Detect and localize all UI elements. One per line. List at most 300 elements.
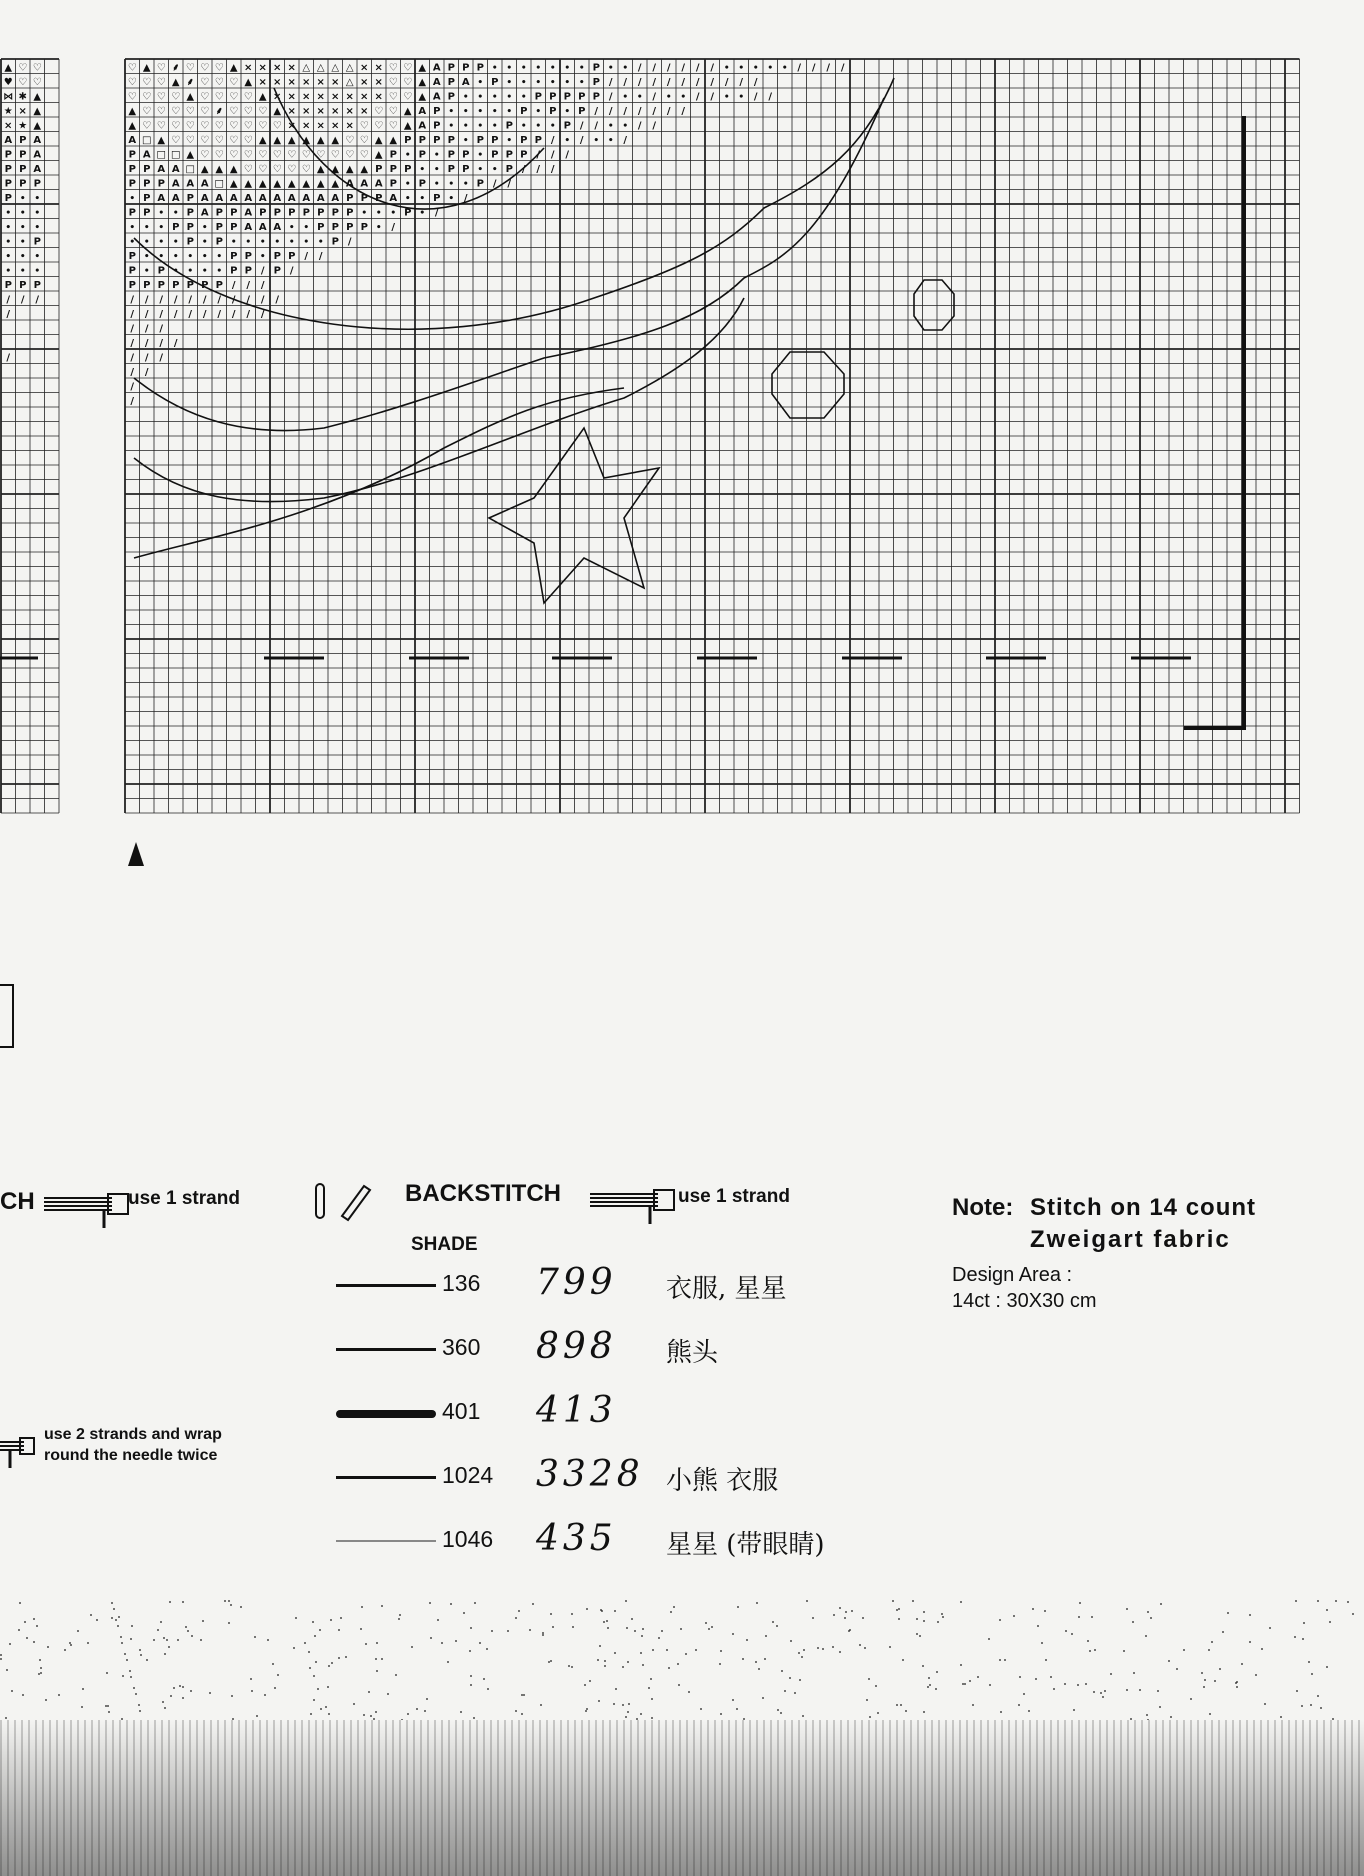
speckle-dot [1019, 1676, 1021, 1678]
stitch-symbol: • [143, 222, 150, 233]
speckle-dot [613, 1703, 615, 1705]
speckle-dot [135, 1693, 137, 1695]
stitch-symbol: • [477, 92, 484, 103]
stitch-symbol: P [157, 178, 165, 190]
speckle-dot [1255, 1674, 1257, 1676]
stitch-symbol: A [302, 192, 311, 204]
stitch-symbol: ♡ [229, 91, 239, 103]
stitch-symbol: / [768, 91, 773, 103]
speckle-dot [118, 1616, 120, 1618]
speckle-dot [77, 1630, 79, 1632]
stitch-symbol: • [535, 121, 542, 132]
stitch-symbol: / [173, 337, 178, 349]
speckle-dot [277, 1674, 279, 1676]
stitch-symbol: • [448, 121, 455, 132]
speckle-dot [746, 1639, 748, 1641]
speckle-dot [521, 1713, 523, 1715]
speckle-dot [1183, 1649, 1185, 1651]
speckle-dot [1126, 1608, 1128, 1610]
speckle-dot [0, 1658, 2, 1660]
stitch-symbol: P [331, 236, 339, 248]
stitch-symbol: P [346, 192, 354, 204]
speckle-dot [1079, 1602, 1081, 1604]
speckle-dot [572, 1626, 574, 1628]
stitch-symbol: • [201, 251, 208, 262]
stitch-symbol: P [230, 221, 238, 233]
stitch-symbol: • [491, 92, 498, 103]
speckle-dot [670, 1611, 672, 1613]
stitch-symbol: × [374, 76, 383, 88]
stitch-symbol: P [360, 221, 368, 233]
speckle-dot [338, 1657, 340, 1659]
stitch-symbol: P [592, 76, 600, 88]
speckle-dot [845, 1611, 847, 1613]
speckle-dot [758, 1668, 760, 1670]
stitch-symbol: P [447, 62, 455, 74]
stitch-symbol: ▲ [316, 178, 325, 190]
speckle-dot [1317, 1600, 1319, 1602]
stitch-symbol: × [302, 76, 311, 88]
speckle-dot [1209, 1713, 1211, 1715]
stitch-symbol: / [6, 294, 11, 306]
stitch-symbol: P [505, 120, 513, 132]
speckle-dot [742, 1658, 744, 1660]
stitch-symbol: A [244, 221, 253, 233]
stitch-symbol: ♡ [185, 134, 195, 146]
stitch-symbol: P [592, 91, 600, 103]
speckle-dot [1073, 1709, 1075, 1711]
stitch-symbol: • [549, 77, 556, 88]
stitch-symbol: / [20, 294, 25, 306]
stitch-symbol: P [215, 221, 223, 233]
stitch-symbol: × [331, 105, 340, 117]
speckle-dot [1190, 1698, 1192, 1700]
backstitch-line-swatch [336, 1540, 436, 1542]
speckle-dot [1235, 1682, 1237, 1684]
speckle-dot [523, 1694, 525, 1696]
speckle-dot [1132, 1621, 1134, 1623]
speckle-dot [812, 1617, 814, 1619]
stitch-symbol: / [739, 76, 744, 88]
stitch-symbol: P [4, 192, 12, 204]
stitch-symbol: P [128, 207, 136, 219]
speckle-dot [228, 1622, 230, 1624]
stitch-symbol: × [345, 91, 354, 103]
stitch-symbol: × [316, 120, 325, 132]
stitch-symbol: • [477, 77, 484, 88]
handwritten-dmc-number: 799 [536, 1262, 617, 1303]
speckle-dot [1071, 1633, 1073, 1635]
speckle-dot [1093, 1691, 1095, 1693]
backstitch-strand-note: use 1 strand [678, 1186, 790, 1207]
stitch-symbol: / [637, 62, 642, 74]
stitch-symbol: • [129, 193, 136, 204]
stitch-symbol: A [33, 149, 42, 161]
speckle-dot [314, 1635, 316, 1637]
speckle-dot [521, 1694, 523, 1696]
speckle-dot [0, 1654, 2, 1656]
stitch-symbol: P [273, 250, 281, 262]
speckle-dot [487, 1688, 489, 1690]
speckle-dot [762, 1697, 764, 1699]
stitch-symbol: • [506, 92, 513, 103]
speckle-dot [163, 1637, 165, 1639]
stitch-symbol: ♡ [388, 91, 398, 103]
speckle-dot [267, 1639, 269, 1641]
stitch-symbol: A [215, 192, 224, 204]
stitch-symbol: P [447, 134, 455, 146]
stitch-symbol: • [259, 237, 266, 248]
handwritten-dmc-number: 413 [536, 1390, 617, 1431]
speckle-dot [586, 1708, 588, 1710]
stitch-symbol: P [389, 178, 397, 190]
stitch-symbol: • [636, 92, 643, 103]
speckle-dot [182, 1686, 184, 1688]
stitch-symbol: / [652, 105, 657, 117]
stitch-symbol: • [19, 222, 26, 233]
speckle-dot [310, 1713, 312, 1715]
speckle-dot [1018, 1704, 1020, 1706]
stitch-symbol: ♡ [200, 105, 210, 117]
speckle-dot [661, 1630, 663, 1632]
stitch-symbol: • [34, 222, 41, 233]
speckle-dot [1249, 1641, 1251, 1643]
speckle-dot [625, 1600, 627, 1602]
speckle-dot [224, 1600, 226, 1602]
stitch-symbol: ♡ [156, 91, 166, 103]
speckle-dot [1133, 1672, 1135, 1674]
stitch-symbol: ♡ [301, 149, 311, 161]
stitch-symbol: A [316, 192, 325, 204]
speckle-dot [469, 1650, 471, 1652]
stitch-symbol: ♡ [200, 91, 210, 103]
speckle-dot [340, 1617, 342, 1619]
speckle-dot [1329, 1621, 1331, 1623]
stitch-symbol: ▲ [186, 91, 195, 103]
speckle-dot [69, 1642, 71, 1644]
stitch-symbol: • [506, 77, 513, 88]
stitch-symbol: P [491, 149, 499, 161]
speckle-dot [755, 1661, 757, 1663]
speckle-dot [568, 1665, 570, 1667]
stitch-symbol: ▲ [418, 91, 427, 103]
speckle-dot [942, 1616, 944, 1618]
stitch-symbol: ★ [18, 120, 28, 132]
speckle-dot [131, 1625, 133, 1627]
speckle-dot [26, 1637, 28, 1639]
stitch-symbol: ♡ [287, 163, 297, 175]
speckle-dot [604, 1665, 606, 1667]
speckle-dot [200, 1639, 202, 1641]
stitch-symbol: P [19, 279, 27, 291]
stitch-symbol: ♡ [243, 105, 253, 117]
speckle-dot [320, 1708, 322, 1710]
speckle-dot [988, 1638, 990, 1640]
stitch-symbol: • [404, 150, 411, 161]
speckle-dot [365, 1643, 367, 1645]
stitch-symbol: / [507, 178, 512, 190]
stitch-symbol: A [157, 192, 166, 204]
stitch-symbol: ▲ [171, 76, 180, 88]
stitch-symbol: • [433, 179, 440, 190]
stitch-symbol: A [128, 134, 137, 146]
speckle-dot [585, 1710, 587, 1712]
speckle-dot [964, 1683, 966, 1685]
speckle-dot [919, 1635, 921, 1637]
stitch-symbol: P [578, 105, 586, 117]
speckle-dot [1160, 1603, 1162, 1605]
stitch-symbol: / [260, 294, 265, 306]
speckle-dot [399, 1614, 401, 1616]
speckle-dot [780, 1712, 782, 1714]
stitch-symbol: • [201, 266, 208, 277]
speckle-dot [251, 1690, 253, 1692]
stitch-symbol: / [130, 352, 135, 364]
speckle-dot [1303, 1622, 1305, 1624]
shade-number: 136 [442, 1270, 481, 1296]
stitch-symbol: • [752, 63, 759, 74]
speckle-dot [430, 1637, 432, 1639]
speckle-dot [124, 1653, 126, 1655]
speckle-dot [139, 1710, 141, 1712]
speckle-dot [146, 1659, 148, 1661]
stitch-symbol: A [389, 192, 398, 204]
stitch-symbol: P [4, 178, 12, 190]
stitch-symbol: ▲ [273, 105, 282, 117]
speckle-dot [376, 1670, 378, 1672]
backstitch-symbol-icon [312, 1178, 392, 1224]
speckle-dot [5, 1717, 7, 1719]
stitch-symbol: A [461, 76, 470, 88]
stitch-symbol: ▲ [258, 178, 267, 190]
speckle-dot [839, 1607, 841, 1609]
speckle-dot [685, 1653, 687, 1655]
stitch-symbol: / [6, 352, 11, 364]
stitch-symbol: • [143, 237, 150, 248]
speckle-dot [801, 1656, 803, 1658]
stitch-symbol: • [19, 251, 26, 262]
stitch-symbol: / [594, 105, 599, 117]
stitch-symbol: • [158, 222, 165, 233]
speckle-dot [1236, 1686, 1238, 1688]
speckle-dot [923, 1620, 925, 1622]
stitch-symbol: / [130, 395, 135, 407]
shade-number: 401 [442, 1398, 481, 1424]
stitch-symbol: □ [156, 149, 166, 161]
stitch-symbol: ♡ [214, 149, 224, 161]
speckle-dot [111, 1602, 113, 1604]
speckle-dot [474, 1602, 476, 1604]
stitch-symbol: ▲ [331, 178, 340, 190]
speckle-dot [1352, 1613, 1354, 1615]
speckle-dot [1295, 1600, 1297, 1602]
stitch-symbol: ♡ [185, 120, 195, 132]
speckle-dot [133, 1687, 135, 1689]
stitch-symbol: P [331, 207, 339, 219]
stitch-symbol: × [374, 91, 383, 103]
stitch-symbol: • [477, 164, 484, 175]
stitch-symbol: ▲ [157, 134, 166, 146]
speckle-dot [325, 1706, 327, 1708]
speckle-dot [228, 1600, 230, 1602]
stitch-symbol: / [826, 62, 831, 74]
stitch-symbol: / [811, 62, 816, 74]
stitch-symbol: P [418, 178, 426, 190]
stitch-symbol: P [404, 134, 412, 146]
stitch-symbol: P [534, 91, 542, 103]
speckle-dot [169, 1601, 171, 1603]
stitch-symbol: ♡ [229, 105, 239, 117]
stitch-symbol: ♡ [127, 62, 137, 74]
stitch-symbol: / [260, 279, 265, 291]
stitch-symbol: • [578, 77, 585, 88]
stitch-symbol: • [491, 121, 498, 132]
stitch-symbol: × [331, 76, 340, 88]
stitch-symbol: P [186, 207, 194, 219]
stitch-symbol: P [520, 149, 528, 161]
speckle-dot [550, 1660, 552, 1662]
speckle-dot [108, 1711, 110, 1713]
speckle-dot [64, 1649, 66, 1651]
stitch-symbol: • [390, 208, 397, 219]
stitch-symbol: / [246, 294, 251, 306]
stitch-symbol: □ [214, 178, 224, 190]
stitch-symbol: P [215, 279, 223, 291]
speckle-dot [1104, 1690, 1106, 1692]
stitch-symbol: / [637, 76, 642, 88]
stitch-symbol: P [520, 134, 528, 146]
stitch-symbol: A [258, 221, 267, 233]
stitch-symbol: × [302, 120, 311, 132]
speckle-dot [328, 1713, 330, 1715]
speckle-dot [138, 1704, 140, 1706]
stitch-symbol: ▲ [331, 163, 340, 175]
speckle-dot [313, 1699, 315, 1701]
speckle-dot [1227, 1612, 1229, 1614]
speckle-dot [877, 1712, 879, 1714]
speckle-dot [166, 1639, 168, 1641]
stitch-symbol: × [360, 105, 369, 117]
stitch-symbol: P [288, 250, 296, 262]
stitch-symbol: • [19, 237, 26, 248]
speckle-dot [772, 1621, 774, 1623]
speckle-dot [607, 1627, 609, 1629]
stitch-symbol: A [360, 178, 369, 190]
stitch-symbol: • [201, 237, 208, 248]
speckle-dot [407, 1713, 409, 1715]
speckle-dot [170, 1695, 172, 1697]
speckle-dot [1028, 1710, 1030, 1712]
speckle-dot [122, 1675, 124, 1677]
stitch-symbol: • [5, 237, 12, 248]
stitch-symbol: P [19, 134, 27, 146]
stitch-symbol: • [143, 266, 150, 277]
stitch-symbol: • [19, 266, 26, 277]
speckle-dot [1094, 1649, 1096, 1651]
speckle-dot [892, 1600, 894, 1602]
speckle-dot [507, 1630, 509, 1632]
speckle-dot [256, 1715, 258, 1717]
speckle-dot [1044, 1610, 1046, 1612]
stitch-symbol: ▲ [229, 62, 238, 74]
stitch-symbol: × [4, 120, 13, 132]
speckle-dot [688, 1691, 690, 1693]
speckle-dot [1077, 1684, 1079, 1686]
stitch-symbol: A [244, 192, 253, 204]
stitch-symbol: • [404, 179, 411, 190]
speckle-dot [106, 1672, 108, 1674]
stitch-symbol: ⸙ [215, 105, 223, 117]
stitch-symbol: P [433, 134, 441, 146]
stitch-symbol: / [550, 163, 555, 175]
speckle-dot [1041, 1642, 1043, 1644]
speckle-dot [518, 1610, 520, 1612]
stitch-symbol: A [229, 192, 238, 204]
speckle-dot [398, 1618, 400, 1620]
speckle-dot [387, 1693, 389, 1695]
speckle-dot [1326, 1609, 1328, 1611]
stitch-symbol: ♡ [156, 120, 166, 132]
speckle-dot [614, 1652, 616, 1654]
stitch-symbol: P [143, 279, 151, 291]
stitch-symbol: • [448, 106, 455, 117]
stitch-symbol: ▲ [403, 105, 412, 117]
stitch-symbol: • [477, 121, 484, 132]
stitch-symbol: ♡ [243, 91, 253, 103]
stitch-symbol: ♡ [171, 105, 181, 117]
speckle-dot [542, 1632, 544, 1634]
stitch-symbol: P [418, 134, 426, 146]
stitch-symbol: / [623, 76, 628, 88]
stitch-symbol: • [665, 92, 672, 103]
chart-left-fragment [0, 58, 66, 834]
stitch-symbol: ♡ [301, 163, 311, 175]
speckle-dot [1065, 1630, 1067, 1632]
speckle-dot [552, 1626, 554, 1628]
speckle-dot [972, 1704, 974, 1706]
speckle-dot [875, 1685, 877, 1687]
stitch-symbol: • [158, 237, 165, 248]
speckle-dot [705, 1622, 707, 1624]
left-key-wrap-note: use 2 strands and wrap round the needle twice [44, 1426, 222, 1464]
stitch-symbol: ♡ [287, 149, 297, 161]
stitch-symbol: P [520, 105, 528, 117]
stitch-symbol: ▲ [244, 178, 253, 190]
stitch-symbol: P [462, 62, 470, 74]
stitch-symbol: • [187, 266, 194, 277]
stitch-symbol: △ [345, 62, 354, 74]
speckle-dot [765, 1635, 767, 1637]
stitch-symbol: ♡ [171, 120, 181, 132]
stitch-symbol: / [144, 366, 149, 378]
stitch-symbol: / [492, 178, 497, 190]
stitch-symbol: ♡ [258, 105, 268, 117]
speckle-dot [1264, 1703, 1266, 1705]
stitch-symbol: A [432, 76, 441, 88]
chart-main-grid [124, 58, 1318, 834]
stitch-symbol: / [130, 308, 135, 320]
speckle-dot [784, 1690, 786, 1692]
speckle-dot [1091, 1616, 1093, 1618]
stitch-symbol: × [360, 76, 369, 88]
speckle-dot [803, 1649, 805, 1651]
speckle-dot [345, 1656, 347, 1658]
stitch-symbol: / [681, 62, 686, 74]
stitch-symbol: × [316, 91, 325, 103]
stitch-symbol: / [130, 381, 135, 393]
stitch-symbol: / [159, 337, 164, 349]
stitch-symbol: ♡ [229, 134, 239, 146]
